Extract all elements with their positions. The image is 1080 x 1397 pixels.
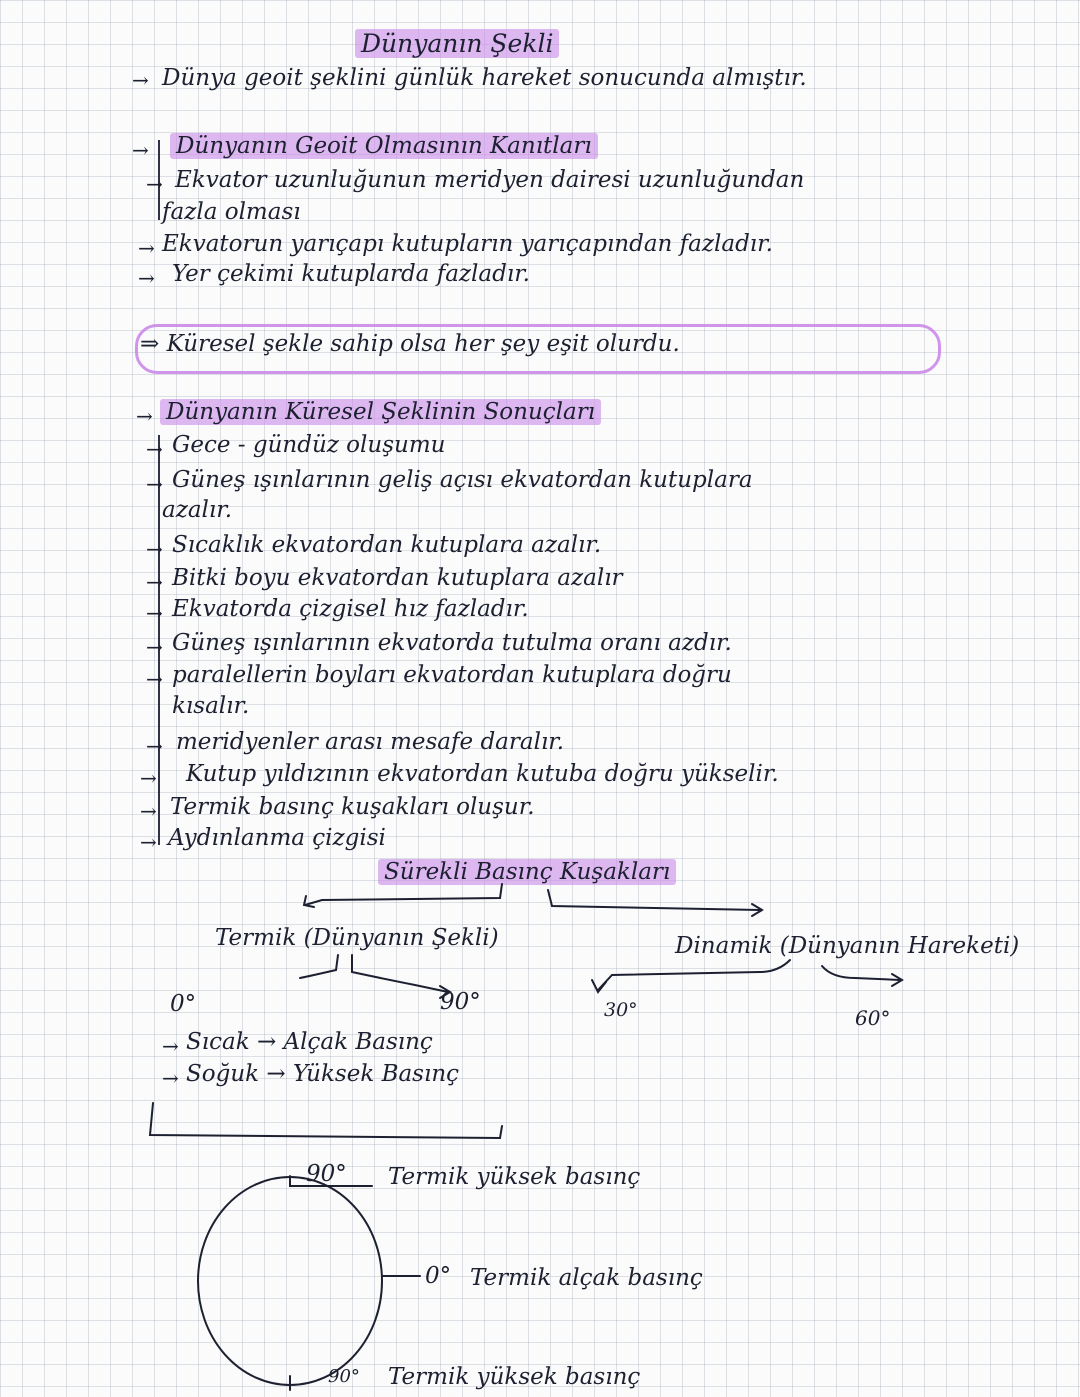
results-item: kısalır. [172, 693, 250, 719]
results-item: Ekvatorda çizgisel hız fazladır. [172, 596, 529, 622]
arrow-icon: → [146, 537, 163, 561]
evidence-item: Ekvator uzunluğunun meridyen dairesi uzunluğundan [175, 167, 805, 193]
note-line: ⇒ Küresel şekle sahip olsa her şey eşit olurdu. [140, 331, 680, 357]
dynamic-right-deg: 60° [855, 1006, 891, 1030]
evidence-item: fazla olması [162, 199, 301, 225]
globe-bottom-label: Termik yüksek basınç [388, 1364, 641, 1390]
arrow-icon: → [162, 1066, 179, 1090]
thermal-left-deg: 0° [170, 991, 197, 1017]
intro-line: Dünya geoit şeklini günlük hareket sonucunda almıştır. [162, 65, 807, 91]
arrow-icon: → [132, 68, 149, 92]
evidence-heading: Dünyanın Geoit Olmasının Kanıtları [170, 132, 598, 160]
results-item: Güneş ışınlarının geliş açısı ekvatordan kutuplara [172, 467, 753, 493]
results-item: Bitki boyu ekvatordan kutuplara azalır [172, 565, 623, 591]
arrow-icon: → [146, 570, 163, 594]
arrow-icon: → [138, 266, 155, 290]
thermal-label: Termik (Dünyanın Şekli) [215, 925, 499, 951]
results-item: Kutup yıldızının ekvatordan kutuba doğru yükselir. [186, 761, 779, 787]
results-item: Termik basınç kuşakları oluşur. [170, 794, 535, 820]
evidence-item: Yer çekimi kutuplarda fazladır. [172, 261, 530, 287]
arrow-icon: → [146, 472, 163, 496]
results-item: Sıcaklık ekvatordan kutuplara azalır. [172, 532, 602, 558]
dynamic-left-deg: 30° [604, 999, 638, 1021]
hot-line: Sıcak → Alçak Basınç [186, 1029, 433, 1055]
globe-mid-label: Termik alçak basınç [470, 1265, 703, 1291]
evidence-item: Ekvatorun yarıçapı kutupların yarıçapından fazladır. [162, 231, 773, 257]
thermal-right-deg: 90° [440, 989, 481, 1015]
globe-top-deg: 90° [306, 1161, 347, 1187]
arrow-icon: → [132, 138, 149, 162]
arrow-icon: → [146, 635, 163, 659]
results-item: meridyenler arası mesafe daralır. [176, 729, 565, 755]
arrow-icon: → [162, 1034, 179, 1058]
results-item: Güneş ışınlarının ekvatorda tutulma oranı azdır. [172, 630, 732, 656]
results-item: Gece - gündüz oluşumu [172, 432, 446, 458]
results-heading: Dünyanın Küresel Şeklinin Sonuçları [160, 398, 601, 426]
arrow-icon: → [140, 766, 157, 790]
arrow-icon: → [146, 601, 163, 625]
arrow-icon: → [146, 667, 163, 691]
arrow-icon: → [146, 734, 163, 758]
arrow-icon: → [146, 172, 163, 196]
results-item: Aydınlanma çizgisi [168, 825, 386, 851]
arrow-icon: → [140, 799, 157, 823]
arrow-icon: → [136, 404, 153, 428]
cold-line: Soğuk → Yüksek Basınç [186, 1061, 460, 1087]
globe-mid-deg: 0° [425, 1263, 452, 1289]
globe-bottom-deg: 90° [328, 1366, 360, 1387]
page-title: Dünyanın Şekli [355, 30, 559, 58]
globe-top-label: Termik yüksek basınç [388, 1164, 641, 1190]
arrow-icon: → [146, 437, 163, 461]
results-item: azalır. [162, 497, 233, 523]
dynamic-label: Dinamik (Dünyanın Hareketi) [675, 933, 1020, 959]
arrow-icon: → [140, 830, 157, 854]
pressure-heading: Sürekli Basınç Kuşakları [378, 858, 676, 886]
results-item: paralellerin boyları ekvatordan kutuplara doğru [172, 662, 732, 688]
arrow-icon: → [138, 236, 155, 260]
